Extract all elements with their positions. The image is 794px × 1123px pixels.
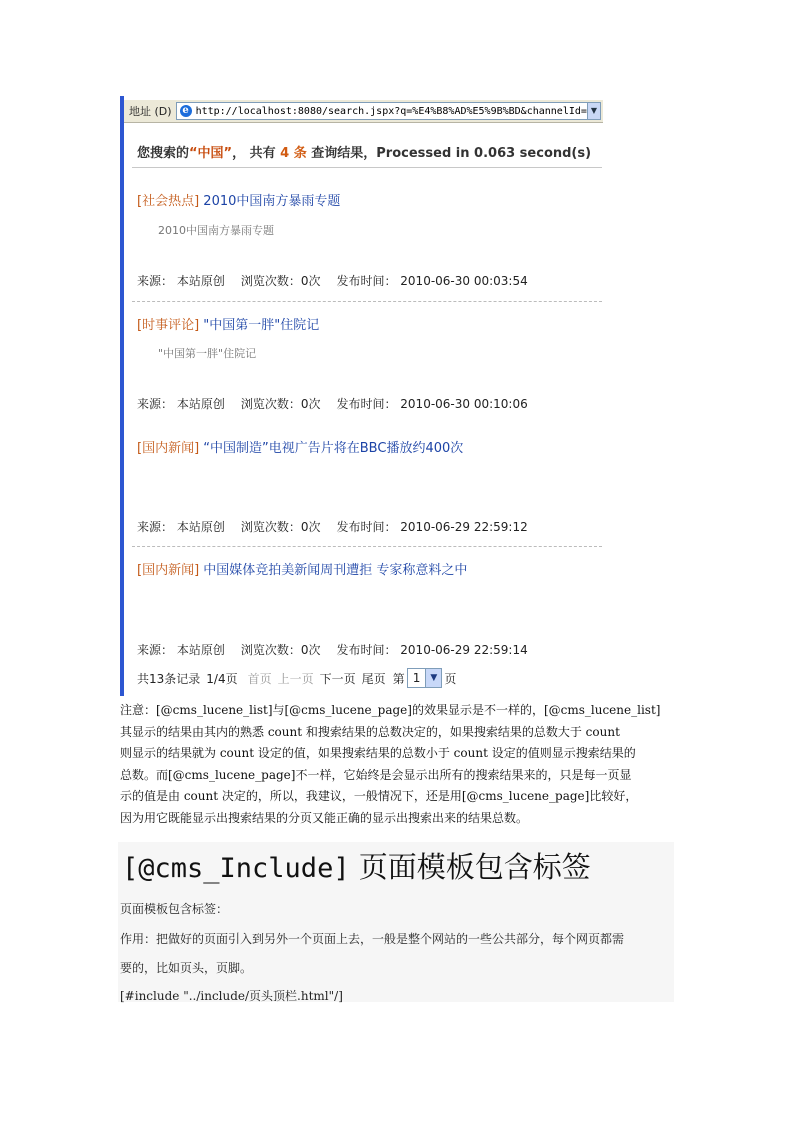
result-description: "中国第一胖"住院记: [158, 347, 257, 360]
result-title-link[interactable]: 2010中国南方暴雨专题: [203, 194, 341, 209]
result-published: 发布时间： 2010-06-29 22:59:14: [336, 643, 528, 657]
address-url: http://localhost:8080/search.jspx?q=%E4%B8%AD%E5%9B%BD&channelId=: [195, 105, 587, 117]
pager-next[interactable]: 下一页: [319, 671, 356, 686]
pager-total: 共13条记录: [137, 671, 201, 686]
note-line: 总数。而[@cms_lucene_page]不一样，它始终是会显示出所有的搜索结果来的，只是每一页显: [120, 767, 632, 782]
address-bar: [124, 100, 603, 123]
result-title-row: [137, 314, 602, 333]
pager-last[interactable]: 尾页: [361, 671, 386, 686]
result-category[interactable]: [国内新闻]: [137, 563, 200, 578]
search-summary: [137, 142, 591, 161]
section-line: 要的，比如页头，页脚。: [120, 961, 253, 975]
result-source: 来源： 本站原创: [137, 643, 225, 657]
pager-goto-suffix: 页: [444, 671, 457, 686]
result-views: 浏览次数：0次: [240, 520, 321, 534]
result-title-link[interactable]: “中国制造”电视广告片将在BBC播放约400次: [203, 441, 464, 456]
result-source: 来源： 本站原创: [137, 520, 225, 534]
section-heading: [122, 845, 591, 886]
result-source: 来源： 本站原创: [137, 274, 225, 288]
section-code-line: [#include "../include/页头顶栏.html"/]: [120, 989, 343, 1003]
heading-text: 页面模板包含标签: [358, 850, 591, 884]
window-border: [120, 96, 124, 696]
ie-page-icon: e: [180, 105, 192, 117]
note-paragraph: [120, 700, 676, 829]
summary-mid: ， 共有: [232, 146, 276, 161]
result-item: [137, 190, 602, 288]
result-meta: [137, 272, 544, 289]
result-meta: [137, 518, 544, 535]
result-title-row: [137, 437, 602, 456]
address-input[interactable]: [176, 102, 601, 120]
result-title-link[interactable]: 中国媒体竞拍美新闻周刊遭拒 专家称意料之中: [203, 563, 468, 578]
summary-suffix: 查询结果，Processed in 0.063 second(s): [311, 146, 592, 161]
result-views: 浏览次数：0次: [240, 274, 321, 288]
result-published: 发布时间： 2010-06-29 22:59:12: [336, 520, 528, 534]
divider: [132, 167, 602, 168]
heading-code: [@cms_Include]: [122, 853, 350, 884]
result-views: 浏览次数：0次: [240, 643, 321, 657]
summary-count: 4 条: [280, 146, 307, 161]
result-title-row: [137, 190, 602, 209]
section-line: 页面模板包含标签：: [120, 902, 229, 916]
note-line: 注意：[@cms_lucene_list]与[@cms_lucene_page]的效果显示是不一样的，[@cms_lucene_list]: [120, 703, 661, 717]
note-line: 则显示的结果就为 count 设定的值，如果搜索结果的总数小于 count 设定的值则显示搜索结果的: [120, 746, 636, 760]
result-category[interactable]: [社会热点]: [137, 194, 200, 209]
result-category[interactable]: [国内新闻]: [137, 441, 200, 456]
summary-prefix: 您搜索的: [137, 146, 190, 161]
result-category[interactable]: [时事评论]: [137, 318, 200, 333]
summary-query: “中国”: [189, 146, 233, 161]
pager-prev[interactable]: 上一页: [277, 671, 314, 686]
pagination: [137, 668, 456, 688]
chevron-down-icon[interactable]: ▼: [425, 669, 441, 687]
result-views: 浏览次数：0次: [240, 397, 321, 411]
page-select-value: 1: [412, 671, 421, 685]
result-published: 发布时间： 2010-06-30 00:03:54: [336, 274, 528, 288]
result-source: 来源： 本站原创: [137, 397, 225, 411]
search-results-screenshot: [120, 96, 603, 696]
result-published: 发布时间： 2010-06-30 00:10:06: [336, 397, 528, 411]
result-title-link[interactable]: "中国第一胖"住院记: [203, 318, 320, 333]
result-item: [137, 437, 602, 534]
result-description: 2010中国南方暴雨专题: [158, 224, 274, 237]
note-line: 其显示的结果由其内的熟悉 count 和搜索结果的总数决定的，如果搜索结果的总数大于 count: [120, 724, 620, 739]
chevron-down-icon[interactable]: ▼: [587, 103, 600, 119]
dashed-divider: [132, 546, 602, 547]
dashed-divider: [132, 301, 602, 302]
note-line: 示的值是由 count 决定的，所以，我建议，一般情况下，还是用[@cms_lucene_page]比较好，: [120, 789, 638, 803]
result-title-row: [137, 559, 602, 578]
pager-goto-prefix: 第: [392, 671, 405, 686]
result-meta: [137, 641, 544, 658]
result-item: [137, 314, 602, 411]
address-label: 地址 (D): [129, 105, 172, 118]
pager-page: 1/4页: [206, 671, 238, 686]
page-select[interactable]: [407, 668, 443, 688]
section-line: 作用：把做好的页面引入到另外一个页面上去，一般是整个网站的一些公共部分，每个网页都需: [120, 932, 625, 946]
pager-first[interactable]: 首页: [247, 671, 272, 686]
note-line: 因为用它既能显示出搜索结果的分页又能正确的显示出搜索出来的结果总数。: [120, 810, 529, 825]
result-item: [137, 559, 602, 657]
result-meta: [137, 395, 544, 412]
